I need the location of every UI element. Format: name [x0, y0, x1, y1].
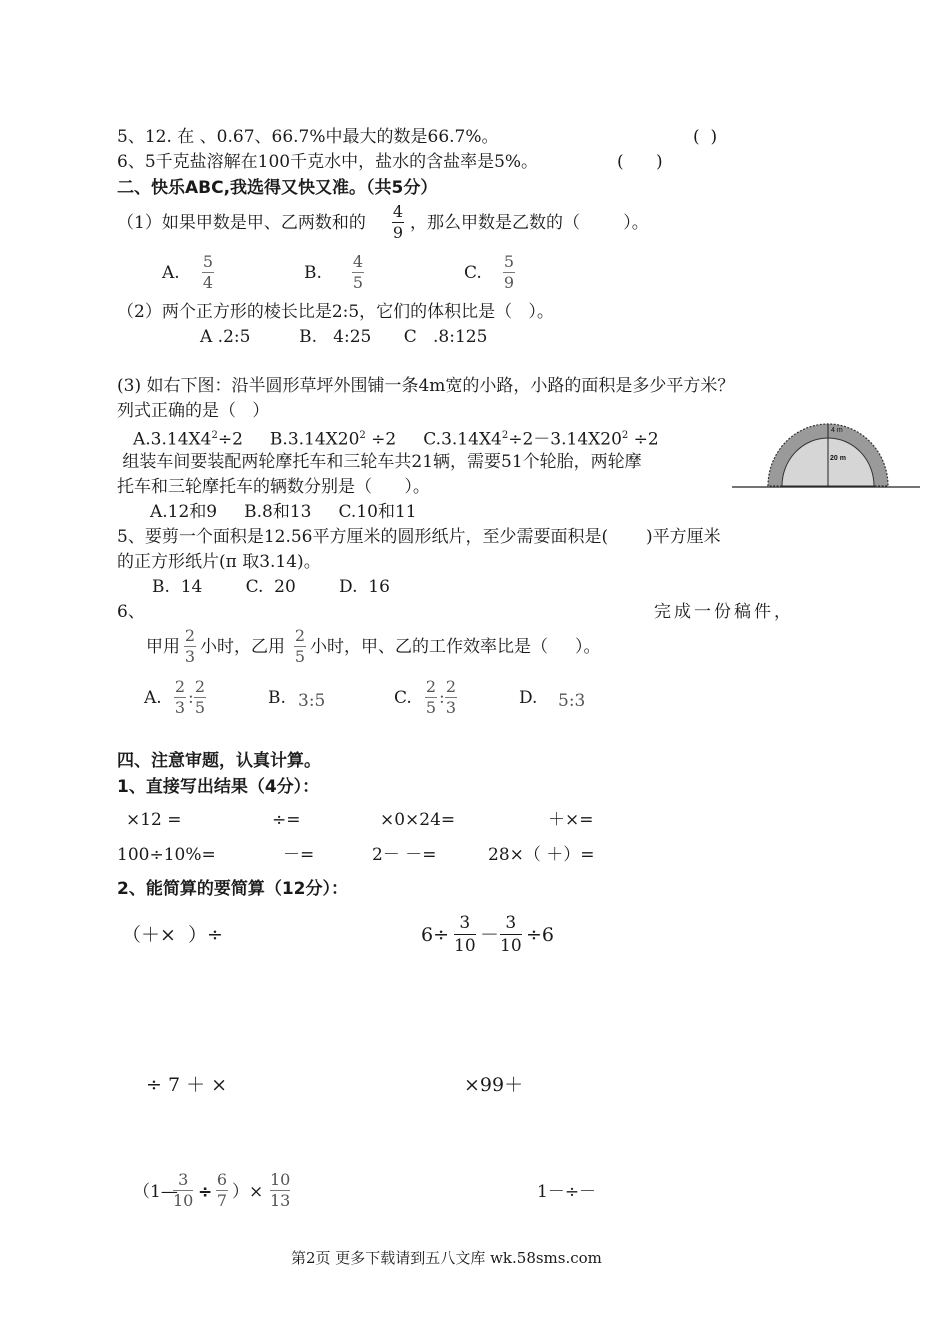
judge-item-5-paren: ( ): [693, 127, 718, 147]
q3-text-b: 列式正确的是（ ）: [117, 401, 270, 421]
fraction-6-7: 6 7: [216, 1170, 228, 1210]
expr-6: 1－÷－: [537, 1182, 597, 1202]
fraction-4-9: 4 9: [392, 202, 404, 242]
fraction-2-5-a: 2 5: [294, 626, 306, 666]
section-2-heading: 二、快乐ABC,我选得又快又准。（共5分）: [117, 178, 438, 198]
judge-item-5: 5、12. 在 、0.67、66.7%中最大的数是66.7%。: [117, 127, 499, 147]
q4-text-b: 托车和三轮摩托车的辆数分别是（ ）。: [117, 477, 430, 497]
fraction-5-9: 5 9: [503, 252, 515, 292]
calc-2: ÷=: [272, 810, 301, 830]
q4-text-a: 组装车间要装配两轮摩托车和三轮车共21辆，需要51个轮胎，两轮摩: [117, 452, 642, 472]
q6-text-1: 甲用: [146, 637, 180, 657]
fraction-2-3-a: 2 3: [184, 626, 196, 666]
q3-options: $A.3.14X4^2\div 2$ $B.3.14X20^2 \div 2$ $C.3.14X4^2\div 2-3.14X20^2 \div 2$: [133, 429, 659, 450]
fraction-3-10-b: 3 10: [500, 913, 522, 956]
fraction-5-4: 5 4: [202, 252, 214, 292]
q6-option-d-value: 5:3: [558, 691, 586, 711]
q1-option-b-label: B.: [304, 263, 322, 283]
q6-option-c-label: C.: [394, 688, 412, 708]
q1-text-a: （1）如果甲数是甲、乙两数和的: [117, 213, 366, 233]
expr-2-c: ÷6: [526, 924, 555, 946]
q6-text-3: 小时，甲、乙的工作效率比是（ ）。: [310, 637, 601, 657]
q1-option-c-label: C.: [464, 263, 482, 283]
q4-options: A.12和9 B.8和13 C.10和11: [150, 502, 417, 522]
fraction-4-5: 4 5: [352, 252, 364, 292]
q6-text-right: 完成一份稿件，: [654, 602, 794, 622]
page-footer: 第2页 更多下载请到五八文库 wk.58sms.com: [291, 1249, 602, 1267]
q2-text: （2）两个正方形的棱长比是2:5，它们的体积比是（ ）。: [117, 302, 554, 322]
calc-1: ×12 =: [126, 810, 182, 830]
expr-5-c: ）×: [232, 1182, 264, 1202]
calc-5: 100÷10%=: [117, 845, 216, 865]
q5-options: B. 14 C. 20 D. 16: [152, 577, 390, 597]
q5-text-b: 的正方形纸片(π 取3.14)。: [117, 552, 321, 572]
figure-label-radius: 20 m: [830, 455, 846, 462]
expr-2-a: 6÷: [421, 924, 450, 946]
fraction-3-10-c: 3 10: [173, 1170, 194, 1210]
figure-label-width: 4 m: [831, 427, 843, 434]
q1-option-a-label: A.: [162, 263, 180, 283]
fraction-2-3-c: 2 3: [445, 677, 457, 717]
semicircle-lawn-figure: [732, 410, 922, 492]
q6-number: 6、: [117, 602, 145, 622]
subsection-1-heading: 1、直接写出结果（4分）：: [117, 777, 320, 797]
fraction-3-10-a: 3 10: [454, 913, 476, 956]
calc-8: 28×（ ＋）=: [488, 845, 595, 865]
fraction-2-5-b: 2 5: [194, 677, 206, 717]
calc-6: －=: [283, 845, 315, 865]
q6-option-a-label: A.: [144, 688, 162, 708]
q2-options: A .2:5 B. 4:25 C .8:125: [200, 327, 488, 347]
ratio-colon-c: :: [439, 688, 445, 708]
ratio-colon-a: :: [188, 688, 194, 708]
judge-item-6-paren: ( ): [617, 152, 663, 172]
judge-item-6: 6、5千克盐溶解在100千克水中，盐水的含盐率是5%。: [117, 152, 539, 172]
expr-5-b: ÷: [198, 1182, 213, 1202]
q1-text-b: ，那么甲数是乙数的（ ）。: [410, 213, 649, 233]
q3-text: (3) 如右下图：沿半圆形草坪外围铺一条4m宽的小路，小路的面积是多少平方米？: [117, 376, 735, 396]
q6-option-b-value: 3:5: [298, 691, 326, 711]
section-4-heading: 四、注意审题，认真计算。: [117, 751, 321, 771]
expr-1: （＋× ）÷: [122, 924, 223, 946]
calc-3: ×0×24=: [380, 810, 456, 830]
fraction-2-5-c: 2 5: [425, 677, 437, 717]
q6-text-2: 小时，乙用: [200, 637, 285, 657]
subsection-2-heading: 2、能简算的要简算（12分）：: [117, 879, 348, 899]
calc-4: ＋×=: [548, 810, 594, 830]
fraction-2-3-b: 2 3: [174, 677, 186, 717]
q6-option-d-label: D.: [519, 688, 538, 708]
q5-text-a: 5、要剪一个面积是12.56平方厘米的圆形纸片，至少需要面积是( )平方厘米: [117, 527, 721, 547]
fraction-10-13: 10 13: [270, 1170, 291, 1210]
calc-7: 2－ －=: [372, 845, 437, 865]
q6-option-b-label: B.: [268, 688, 286, 708]
expr-4: ×99＋: [464, 1074, 524, 1096]
expr-3: ÷ 7 ＋ ×: [146, 1074, 228, 1096]
expr-2-b: －: [480, 924, 500, 946]
expr-5-a: （1—: [133, 1182, 178, 1202]
